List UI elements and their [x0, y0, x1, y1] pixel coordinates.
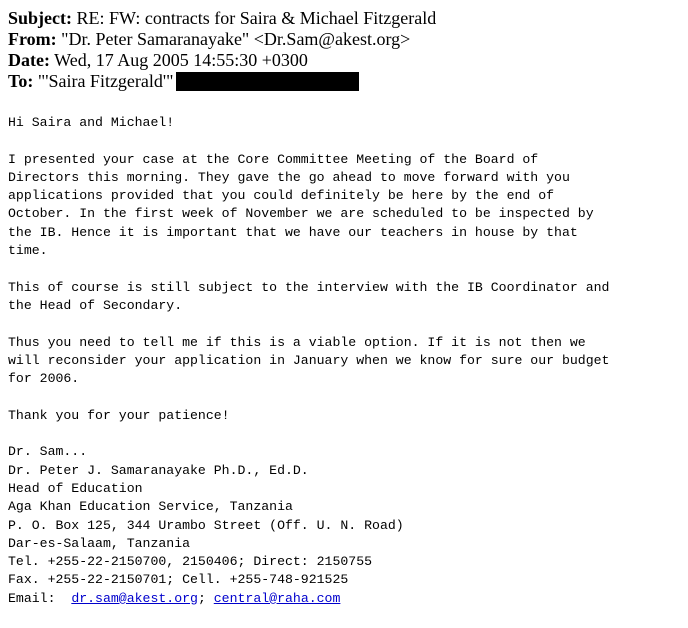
- signature-fax: Fax. +255-22-2150701; Cell. +255-748-921525: [8, 572, 349, 588]
- email-body: [8, 114, 684, 608]
- greeting: Hi Saira and Michael!: [8, 115, 175, 130]
- email-separator: ;: [197, 590, 214, 606]
- signature-tel: Tel. +255-22-2150700, 2150406; Direct: 2150755: [8, 554, 373, 570]
- para1-line: the IB. Hence it is important that we have our teachers in house by that: [8, 224, 578, 240]
- para2-line: the Head of Secondary.: [8, 297, 183, 313]
- to-row: [8, 71, 436, 92]
- email-link-dr-sam[interactable]: dr.sam@akest.org: [71, 590, 198, 606]
- email-label: Email:: [8, 590, 72, 606]
- redaction-bar: [176, 72, 359, 91]
- thanks: Thank you for your patience!: [8, 407, 230, 423]
- para1-line: applications provided that you could definitely be here by the end of: [8, 188, 555, 204]
- signature-city: Dar-es-Salaam, Tanzania: [8, 535, 191, 551]
- date-label: Date:: [8, 50, 50, 70]
- para1-line: Directors this morning. They gave the go ahead to move forward with you: [8, 169, 570, 185]
- para3-line: will reconsider your application in January when we know for sure our budget: [8, 352, 610, 368]
- subject-row: [8, 8, 436, 29]
- para1-line: October. In the first week of November we are scheduled to be inspected by: [8, 206, 594, 222]
- para3-line: for 2006.: [8, 371, 80, 387]
- email-link-central[interactable]: central@raha.com: [213, 590, 341, 606]
- email-header: [8, 8, 436, 92]
- para3-line: Thus you need to tell me if this is a viable option. If it is not then we: [8, 334, 586, 350]
- to-value: "'Saira Fitzgerald'": [37, 71, 174, 91]
- signature-short: Dr. Sam...: [8, 444, 88, 460]
- from-row: [8, 29, 436, 50]
- signature-email-row: [8, 590, 684, 608]
- subject-value: RE: FW: contracts for Saira & Michael Fitzgerald: [76, 8, 437, 28]
- from-value: "Dr. Peter Samaranayake" <Dr.Sam@akest.org>: [61, 29, 411, 49]
- signature-address: P. O. Box 125, 344 Urambo Street (Off. U. N. Road): [8, 517, 404, 533]
- subject-label: Subject:: [8, 8, 72, 28]
- date-value: Wed, 17 Aug 2005 14:55:30 +0300: [54, 50, 308, 70]
- from-label: From:: [8, 29, 57, 49]
- signature-name: Dr. Peter J. Samaranayake Ph.D., Ed.D.: [8, 462, 309, 478]
- signature-title: Head of Education: [8, 480, 143, 496]
- signature-org: Aga Khan Education Service, Tanzania: [8, 499, 293, 515]
- to-label: To:: [8, 71, 34, 91]
- para1-line: I presented your case at the Core Committee Meeting of the Board of: [8, 151, 539, 167]
- para1-line: time.: [8, 243, 48, 259]
- para2-line: This of course is still subject to the interview with the IB Coordinator and: [8, 279, 610, 295]
- date-row: [8, 50, 436, 71]
